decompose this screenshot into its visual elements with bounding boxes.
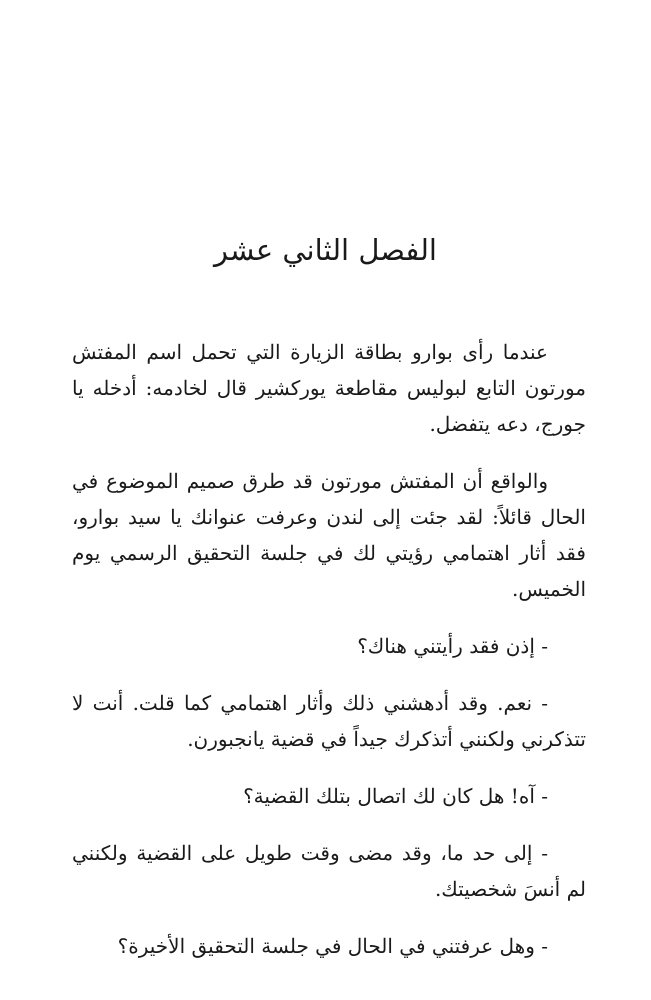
dialog-line-1: - إذن فقد رأيتني هناك؟	[357, 634, 548, 658]
chapter-body	[72, 334, 586, 985]
dialog-line-4: - إلى حد ما، وقد مضى وقت طويل على القضية ولكنني لم أنسَ شخصيتك.	[72, 841, 586, 901]
dialog-line-5: - وهل عرفتني في الحال في جلسة التحقيق الأخيرة؟	[117, 934, 548, 958]
chapter-title: الفصل الثاني عشر	[213, 233, 437, 267]
dialog-line-3: - آه! هل كان لك اتصال بتلك القضية؟	[243, 784, 548, 808]
paragraph-2: والواقع أن المفتش مورتون قد طرق صميم الموضوع في الحال قائلاً: لقد جئت إلى لندن وعرفت عنوانك يا سيد بوارو، فقد أثار اهتمامي رؤيتي لك في جلسة التحقيق الرسمي يوم الخميس.	[72, 469, 586, 601]
dialog-line-2: - نعم. وقد أدهشني ذلك وأثار اهتمامي كما قلت. أنت لا تتذكرني ولكنني أتذكرك جيداً في قضية يانجبورن.	[72, 691, 586, 751]
paragraph-1: عندما رأى بوارو بطاقة الزيارة التي تحمل اسم المفتش مورتون التابع لبوليس مقاطعة يوركشير قال لخادمه: أدخله يا جورج، دعه يتفضل.	[72, 340, 586, 436]
